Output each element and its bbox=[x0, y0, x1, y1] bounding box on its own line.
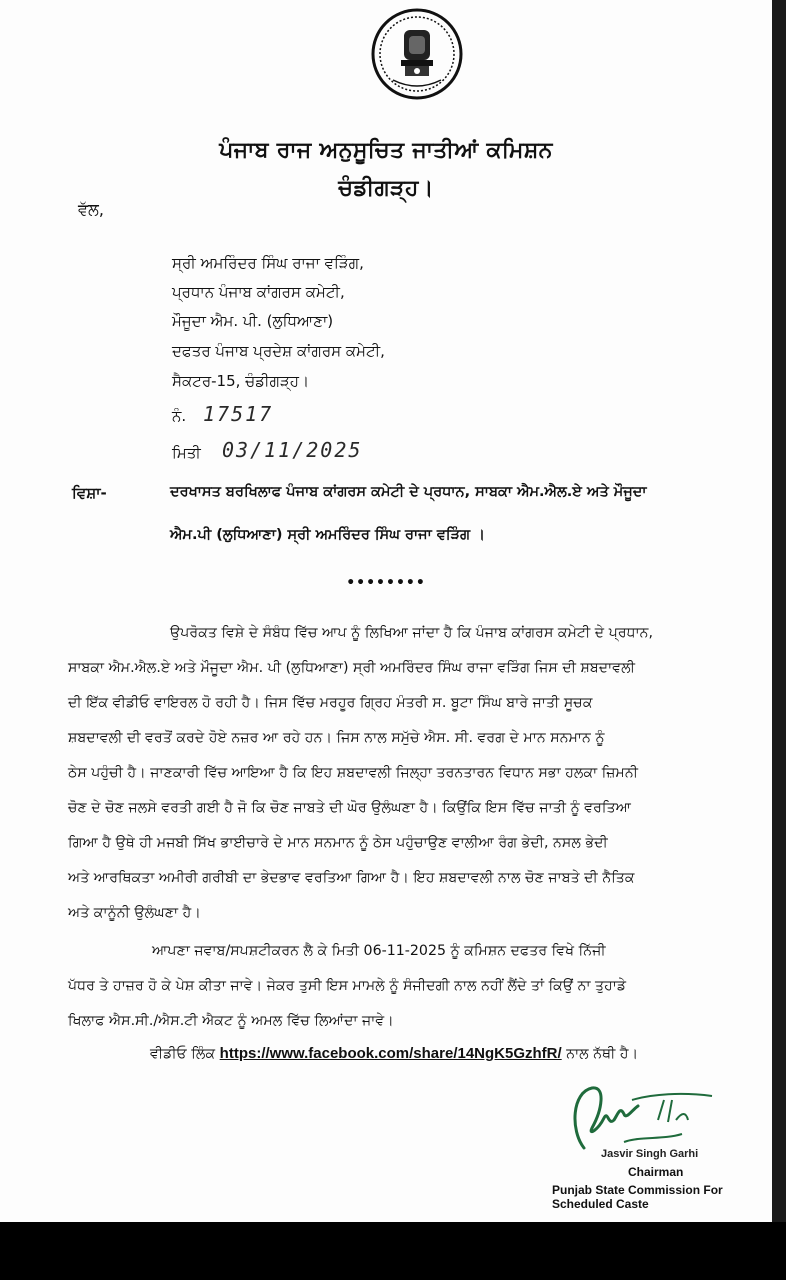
body-line: ਆਪਣਾ ਜਵਾਬ/ਸਪਸ਼ਟੀਕਰਨ ਲੈ ਕੇ ਮਿਤੀ 06-11-2025 ਨੂੰ ਕਮਿਸ਼ਨ ਦਫਤਰ ਵਿਖੇ ਨਿੱਜੀ bbox=[152, 943, 606, 959]
body-line: ਸ਼ਬਦਾਵਲੀ ਦੀ ਵਰਤੋਂ ਕਰਦੇ ਹੋਏ ਨਜ਼ਰ ਆ ਰਹੇ ਹਨ। ਜਿਸ ਨਾਲ ਸਮੁੱਚੇ ਐਸ. ਸੀ. ਵਰਗ ਦੇ ਮਾਨ ਸਨਮਾਨ ਨੂੰ bbox=[68, 730, 605, 746]
letter-number-value: 17517 bbox=[203, 402, 274, 426]
separator: •••••••• bbox=[346, 575, 426, 591]
signatory-name: Jasvir Singh Garhi bbox=[601, 1148, 699, 1160]
letter-date-value: 03/11/2025 bbox=[222, 438, 363, 462]
body-line: ਗਿਆ ਹੈ ਉਥੇ ਹੀ ਮਜਬੀ ਸਿੱਖ ਭਾਈਚਾਰੇ ਦੇ ਮਾਨ ਸਨਮਾਨ ਨੂੰ ਠੇਸ ਪਹੁੰਚਾਉਣ ਵਾਲੀਆ ਰੰਗ ਭੇਦੀ, ਨਸਲ ਭੇਦੀ bbox=[68, 835, 608, 851]
recipient-name: ਸ੍ਰੀ ਅਮਰਿੰਦਰ ਸਿੰਘ ਰਾਜਾ ਵੜਿੰਗ, bbox=[172, 254, 364, 272]
photo-border-bottom bbox=[0, 1222, 786, 1280]
recipient-mp: ਮੌਜੂਦਾ ਐਮ. ਪੀ. (ਲੁਧਿਆਣਾ) bbox=[172, 312, 334, 330]
recipient-sector: ਸੈਕਟਰ-15, ਚੰਡੀਗੜ੍ਹ। bbox=[172, 372, 310, 390]
recipient-designation: ਪ੍ਰਧਾਨ ਪੰਜਾਬ ਕਾਂਗਰਸ ਕਮੇਟੀ, bbox=[172, 283, 345, 301]
body-line: ਅਤੇ ਕਾਨੂੰਨੀ ਉਲੰਘਣਾ ਹੈ। bbox=[68, 905, 201, 921]
recipient-office: ਦਫਤਰ ਪੰਜਾਬ ਪ੍ਰਦੇਸ਼ ਕਾਂਗਰਸ ਕਮੇਟੀ, bbox=[172, 342, 385, 360]
government-emblem-icon bbox=[371, 8, 463, 100]
video-link[interactable]: https://www.facebook.com/share/14NgK5GzhfR/ bbox=[219, 1045, 562, 1062]
commission-title: ਪੰਜਾਬ ਰਾਜ ਅਨੁਸੂਚਿਤ ਜਾਤੀਆਂ ਕਮਿਸ਼ਨ bbox=[219, 138, 553, 163]
body-line: ਸਾਬਕਾ ਐਮ.ਐਲ.ਏ ਅਤੇ ਮੌਜੂਦਾ ਐਮ. ਪੀ (ਲੁਧਿਆਣਾ) ਸ੍ਰੀ ਅਮਰਿੰਦਰ ਸਿੰਘ ਰਾਜਾ ਵੜਿੰਗ ਜਿਸ ਦੀ ਸ਼ਬਦਾਵਲੀ bbox=[68, 660, 635, 676]
body-line: ਖਿਲਾਫ ਐਸ.ਸੀ./ਐਸ.ਟੀ ਐਕਟ ਨੂੰ ਅਮਲ ਵਿੱਚ ਲਿਆਂਦਾ ਜਾਵੇ। bbox=[68, 1013, 394, 1029]
body-line: ਅਤੇ ਆਰਥਿਕਤਾ ਅਮੀਰੀ ਗਰੀਬੀ ਦਾ ਭੇਦਭਾਵ ਵਰਤਿਆ ਗਿਆ ਹੈ। ਇਹ ਸ਼ਬਦਾਵਲੀ ਨਾਲ ਚੋਣ ਜਾਬਤੇ ਦੀ ਨੈਤਿਕ bbox=[68, 870, 635, 886]
body-line: ਦੀ ਇੱਕ ਵੀਡੀਓ ਵਾਇਰਲ ਹੋ ਰਹੀ ਹੈ। ਜਿਸ ਵਿੱਚ ਮਰਹੂਰ ਗ੍ਰਿਹ ਮੰਤਰੀ ਸ. ਬੂਟਾ ਸਿੰਘ ਬਾਰੇ ਜਾਤੀ ਸੂਚਕ bbox=[68, 695, 593, 711]
to-label: ਵੱਲ, bbox=[78, 200, 104, 219]
commission-city: ਚੰਡੀਗੜ੍ਹ। bbox=[338, 176, 434, 201]
body-line: ਚੋਣ ਦੇ ਚੋਣ ਜਲਸੇ ਵਰਤੀ ਗਈ ਹੈ ਜੋ ਕਿ ਚੋਣ ਜਾਬਤੇ ਦੀ ਘੋਰ ਉਲੰਘਣਾ ਹੈ। ਕਿਉਂਕਿ ਇਸ ਵਿੱਚ ਜਾਤੀ ਨੂੰ ਵਰਤਿਆ bbox=[68, 800, 632, 816]
video-link-label: ਵੀਡੀਓ ਲਿੰਕ bbox=[150, 1046, 216, 1062]
photo-border-right bbox=[772, 0, 786, 1280]
body-line: ਠੇਸ ਪਹੁੰਚੀ ਹੈ। ਜਾਣਕਾਰੀ ਵਿੱਚ ਆਇਆ ਹੈ ਕਿ ਇਹ ਸ਼ਬਦਾਵਲੀ ਜਿਲ੍ਹਾ ਤਰਨਤਾਰਨ ਵਿਧਾਨ ਸਭਾ ਹਲਕਾ ਜ਼ਿਮਨੀ bbox=[68, 765, 639, 781]
body-line: ਪੱਧਰ ਤੇ ਹਾਜ਼ਰ ਹੋ ਕੇ ਪੇਸ਼ ਕੀਤਾ ਜਾਵੇ। ਜੇਕਰ ਤੁਸੀ ਇਸ ਮਾਮਲੇ ਨੂੰ ਸੰਜੀਦਗੀ ਨਾਲ ਨਹੀਂ ਲੈਂਦੇ ਤਾਂ ਕਿਉਂ ਨਾ ਤੁਹਾਡੇ bbox=[68, 978, 627, 994]
signatory-organization: Punjab State Commission For Scheduled Caste bbox=[552, 1183, 723, 1211]
subject-line-1: ਦਰਖਾਸਤ ਬਰਖਿਲਾਫ ਪੰਜਾਬ ਕਾਂਗਰਸ ਕਮੇਟੀ ਦੇ ਪ੍ਰਧਾਨ, ਸਾਬਕਾ ਐਮ.ਐਲ.ਏ ਅਤੇ ਮੌਜੂਦਾ bbox=[170, 484, 647, 500]
subject-label: ਵਿਸ਼ਾ- bbox=[72, 484, 107, 502]
body-line: ਉਪਰੋਕਤ ਵਿਸ਼ੇ ਦੇ ਸੰਬੰਧ ਵਿੱਚ ਆਪ ਨੂੰ ਲਿਖਿਆ ਜਾਂਦਾ ਹੈ ਕਿ ਪੰਜਾਬ ਕਾਂਗਰਸ ਕਮੇਟੀ ਦੇ ਪ੍ਰਧਾਨ, bbox=[170, 625, 654, 641]
signatory-title: Chairman bbox=[628, 1165, 684, 1179]
video-link-suffix: ਨਾਲ ਨੱਥੀ ਹੈ। bbox=[566, 1046, 639, 1062]
letter-number-label: ਨੰ. bbox=[172, 407, 187, 425]
letter-date-label: ਮਿਤੀ bbox=[172, 444, 201, 462]
video-link-line bbox=[150, 1045, 638, 1062]
subject-line-2: ਐਮ.ਪੀ (ਲੁਧਿਆਣਾ) ਸ੍ਰੀ ਅਮਰਿੰਦਰ ਸਿੰਘ ਰਾਜਾ ਵੜਿੰਗ । bbox=[170, 527, 485, 543]
